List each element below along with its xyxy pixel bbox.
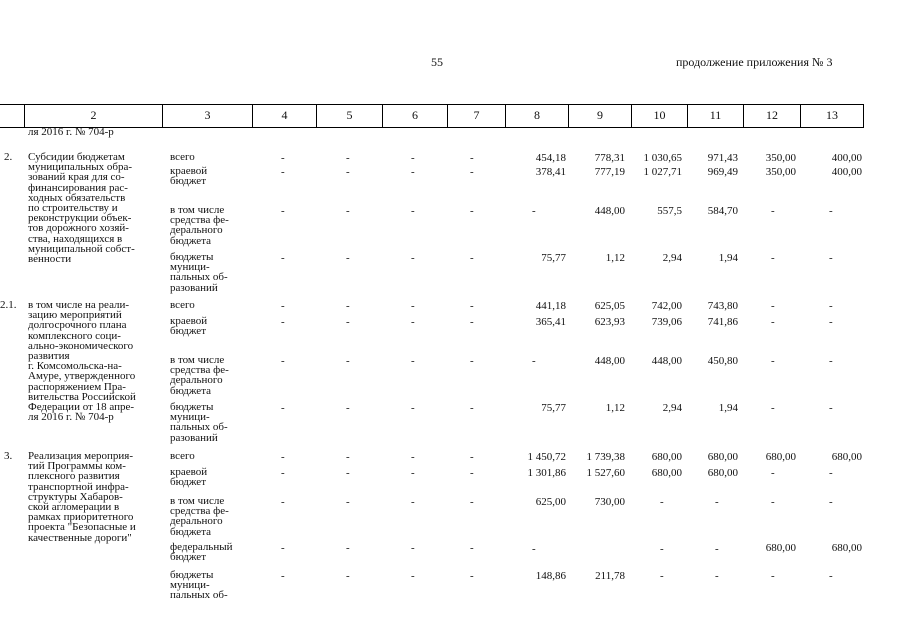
table-cell-c9: 778,31 [594,152,625,164]
table-cell-c7: - [470,402,474,414]
table-cell-c10: - [660,570,664,582]
table-cell-c9: 1,12 [605,402,625,414]
table-cell-c5: - [346,467,350,479]
table-cell-c5: - [346,355,350,367]
table-cell-c6: - [411,252,415,264]
table-cell-c8: 1 450,72 [527,451,566,463]
table-cell-c13: 680,00 [831,451,862,463]
table-cell-c8: 378,41 [535,166,566,178]
table-cell-c4: - [281,316,285,328]
table-cell-c7: - [470,316,474,328]
table-cell-c11: 1,94 [718,402,738,414]
table-cell-c8: - [532,205,536,217]
table-cell-c13: - [829,316,833,328]
table-cell-c9: 625,05 [594,300,625,312]
table-cell-c10: 680,00 [651,451,682,463]
funding-source: всего [170,450,195,462]
table-cell-c13: - [829,252,833,264]
table-header [0,104,864,128]
header-col-9: 9 [568,105,631,127]
table-cell-c12: 350,00 [765,166,796,178]
table-cell-c12: - [771,252,775,264]
table-cell-c6: - [411,355,415,367]
table-cell-c4: - [281,402,285,414]
table-cell-c7: - [470,300,474,312]
table-cell-c5: - [346,451,350,463]
table-cell-c5: - [346,496,350,508]
header-col-3: 3 [162,105,252,127]
section-description: Субсидии бюджетам муниципальных обра- зований края для со- финансирования рас- ходных обязательств по строительству и реконструкции объек- тов дорожного хозяй- ства, находящихся в муниципальной собст- венности [28,151,135,266]
table-cell-c8: - [532,543,536,555]
table-cell-c7: - [470,570,474,582]
table-cell-c5: - [346,252,350,264]
table-cell-c11: 1,94 [718,252,738,264]
table-cell-c11: - [715,543,719,555]
header-col-12: 12 [743,105,800,127]
funding-source: в том числе средства фе- дерального бюджета [170,204,229,247]
table-cell-c4: - [281,467,285,479]
table-cell-c10: 1 027,71 [643,166,682,178]
table-cell-c13: 680,00 [831,542,862,554]
table-cell-c4: - [281,166,285,178]
table-cell-c12: - [771,300,775,312]
table-cell-c8: 625,00 [535,496,566,508]
table-cell-c5: - [346,570,350,582]
table-cell-c7: - [470,152,474,164]
table-cell-c6: - [411,570,415,582]
table-cell-c11: 584,70 [707,205,738,217]
table-cell-c7: - [470,355,474,367]
table-cell-c10: 1 030,65 [643,152,682,164]
table-cell-c11: 680,00 [707,451,738,463]
funding-source: бюджеты муници- пальных об- [170,569,228,602]
table-cell-c9: 1 739,38 [586,451,625,463]
table-cell-c13: - [829,467,833,479]
table-cell-c6: - [411,542,415,554]
funding-source: всего [170,299,195,311]
table-cell-c8: - [532,355,536,367]
table-cell-c11: 741,86 [707,316,738,328]
table-cell-c10: 739,06 [651,316,682,328]
funding-source: бюджеты муници- пальных об- разований [170,251,228,294]
table-cell-c5: - [346,542,350,554]
table-cell-c11: - [715,570,719,582]
header-col-4: 4 [252,105,316,127]
table-cell-c5: - [346,316,350,328]
table-cell-c5: - [346,205,350,217]
table-cell-c6: - [411,300,415,312]
table-cell-c4: - [281,355,285,367]
table-cell-c10: 557,5 [657,205,682,217]
table-cell-c4: - [281,205,285,217]
table-cell-c7: - [470,166,474,178]
table-cell-c5: - [346,300,350,312]
table-cell-c12: - [771,402,775,414]
table-cell-c9: 777,19 [594,166,625,178]
table-cell-c8: 454,18 [535,152,566,164]
table-cell-c11: 680,00 [707,467,738,479]
table-cell-c6: - [411,166,415,178]
table-cell-c6: - [411,496,415,508]
page-number: 55 [431,55,443,69]
header-col-11: 11 [687,105,743,127]
table-cell-c9: 1 527,60 [586,467,625,479]
table-cell-c4: - [281,152,285,164]
table-cell-c13: - [829,205,833,217]
table-cell-c7: - [470,542,474,554]
carryover-text: ля 2016 г. № 704-р [28,126,114,138]
table-cell-c8: 365,41 [535,316,566,328]
table-cell-c10: - [660,496,664,508]
table-cell-c10: 742,00 [651,300,682,312]
table-cell-c5: - [346,166,350,178]
table-cell-c5: - [346,402,350,414]
table-cell-c12: - [771,316,775,328]
table-cell-c12: 680,00 [765,542,796,554]
header-col-6: 6 [382,105,447,127]
table-cell-c12: - [771,496,775,508]
table-cell-c7: - [470,496,474,508]
table-cell-c8: 75,77 [541,252,566,264]
section-description: Реализация мероприя- тий Программы ком- плексного развития транспортной инфра- структуры Хабаров- ской агломерации в рамках приоритетного проекта "Безопасные и качественные дороги" [28,450,136,544]
funding-source: всего [170,151,195,163]
table-cell-c10: - [660,543,664,555]
table-cell-c6: - [411,467,415,479]
table-cell-c12: - [771,355,775,367]
header-col-7: 7 [447,105,505,127]
funding-source: федеральный бюджет [170,541,233,564]
table-cell-c6: - [411,316,415,328]
table-cell-c4: - [281,496,285,508]
table-cell-c7: - [470,451,474,463]
table-cell-c7: - [470,252,474,264]
funding-source: краевой бюджет [170,466,208,489]
section-description: в том числе на реали- зацию мероприятий долгосрочного плана комплексного соци- ально-экономического развития г. Комсомольска-на- Амуре, утвержденного распоряжением Пра- вительства Российской Федерации от 18 апре- ля 2016 г. № 704-р [28,299,136,424]
table-cell-c6: - [411,152,415,164]
table-cell-c12: 350,00 [765,152,796,164]
continuation-label: продолжение приложения № 3 [676,55,833,69]
table-cell-c13: 400,00 [831,152,862,164]
table-cell-c4: - [281,300,285,312]
funding-source: в том числе средства фе- дерального бюджета [170,354,229,397]
table-cell-c7: - [470,467,474,479]
header-col-10: 10 [631,105,687,127]
header-col-8: 8 [505,105,568,127]
table-cell-c10: 448,00 [651,355,682,367]
table-cell-c11: 743,80 [707,300,738,312]
table-cell-c13: 400,00 [831,166,862,178]
table-cell-c13: - [829,402,833,414]
table-cell-c13: - [829,570,833,582]
table-cell-c6: - [411,402,415,414]
table-cell-c8: 441,18 [535,300,566,312]
table-cell-c9: 623,93 [594,316,625,328]
table-cell-c8: 75,77 [541,402,566,414]
table-cell-c9: 448,00 [594,355,625,367]
table-cell-c12: 680,00 [765,451,796,463]
table-cell-c10: 680,00 [651,467,682,479]
table-cell-c13: - [829,300,833,312]
table-cell-c11: 450,80 [707,355,738,367]
table-cell-c11: 969,49 [707,166,738,178]
table-cell-c6: - [411,451,415,463]
table-cell-c4: - [281,451,285,463]
table-cell-c4: - [281,252,285,264]
table-cell-c12: - [771,205,775,217]
table-cell-c9: 730,00 [594,496,625,508]
table-cell-c4: - [281,570,285,582]
table-cell-c6: - [411,205,415,217]
section-number: 3. [4,450,13,462]
funding-source: краевой бюджет [170,165,208,188]
header-col-2: 2 [24,105,162,127]
table-cell-c10: 2,94 [662,252,682,264]
table-cell-c7: - [470,205,474,217]
table-cell-c9: 211,78 [595,570,625,582]
funding-source: бюджеты муници- пальных об- разований [170,401,228,444]
table-cell-c8: 148,86 [535,570,566,582]
funding-source: в том числе средства фе- дерального бюджета [170,495,229,538]
table-cell-c12: - [771,467,775,479]
table-cell-c11: - [715,496,719,508]
table-cell-c5: - [346,152,350,164]
table-cell-c10: 2,94 [662,402,682,414]
table-cell-c12: - [771,570,775,582]
table-cell-c9: 448,00 [594,205,625,217]
table-cell-c13: - [829,496,833,508]
section-number: 2. [4,151,13,163]
table-cell-c4: - [281,542,285,554]
header-col-5: 5 [316,105,382,127]
table-cell-c8: 1 301,86 [527,467,566,479]
header-col-13: 13 [800,105,864,127]
table-cell-c9: 1,12 [605,252,625,264]
table-cell-c13: - [829,355,833,367]
funding-source: краевой бюджет [170,315,208,338]
section-number: 2.1. [0,299,17,311]
table-cell-c11: 971,43 [707,152,738,164]
